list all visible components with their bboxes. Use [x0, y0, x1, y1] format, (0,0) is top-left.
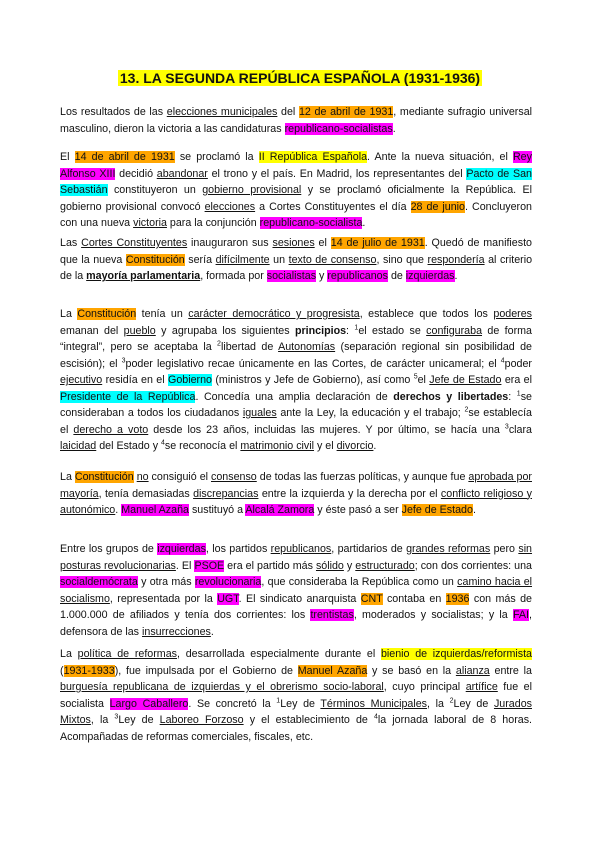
- superscript-number: 3: [504, 422, 509, 430]
- underlined-text: ejecutivo: [60, 374, 103, 386]
- text-run: , mediante sufragio universal masculino, dieron la victoria a las candidaturas: [60, 106, 533, 135]
- underlined-text: republicanos: [270, 543, 332, 555]
- text-run: emanan del: [60, 324, 124, 337]
- text-run: tenía un: [136, 308, 189, 320]
- highlight-magenta: republicanos: [327, 270, 388, 282]
- text-run: ), fue impulsada por el Gobierno de: [114, 664, 298, 677]
- text-run: y el establecimiento de: [243, 714, 374, 726]
- highlight-orange: 14 de julio de 1931: [330, 237, 425, 249]
- text-run: Ley de: [118, 714, 160, 726]
- text-run: Los resultados de las: [60, 106, 167, 118]
- superscript-number: 5: [413, 373, 418, 381]
- text-run: el: [417, 374, 430, 386]
- paragraph-elecciones-municipales: [60, 104, 532, 137]
- highlight-orange: Constitución: [125, 253, 185, 266]
- text-run: (separación regional sin posibilidad de escisión); el: [60, 341, 532, 370]
- text-run: el trono y el país. En Madrid, los representantes del: [207, 167, 467, 180]
- underlined-text: gobierno provisional: [202, 184, 302, 196]
- underlined-text: insurrecciones: [142, 625, 211, 638]
- underlined-text: grandes reformas: [406, 543, 491, 555]
- paragraph-constitucion-1931: [60, 306, 532, 455]
- highlight-magenta: PSOE: [194, 559, 225, 572]
- text-run: se reconocía el: [164, 440, 241, 452]
- superscript-number: 3: [121, 356, 126, 364]
- underlined-text: derecho a voto: [73, 423, 149, 436]
- text-run: , establece que todos los: [359, 308, 494, 320]
- text-run: (ministros y Jefe de Gobierno), así como: [211, 374, 414, 386]
- text-run: y otra más: [137, 576, 195, 588]
- text-run: al criterio de la: [60, 253, 533, 282]
- superscript-number: 2: [464, 406, 469, 414]
- underlined-text: victoria: [133, 217, 167, 229]
- text-run: era el partido más: [224, 559, 316, 572]
- highlight-magenta: Largo Caballero: [109, 697, 189, 710]
- text-run: ante la Ley, la educación y el trabajo;: [276, 407, 465, 419]
- text-run: .: [210, 625, 214, 638]
- underlined-text: laicidad: [60, 440, 97, 452]
- highlight-orange: Constitución: [74, 471, 134, 483]
- underlined-text: Términos Municipales: [320, 697, 428, 710]
- text-run: residía en el: [102, 374, 169, 386]
- text-run: desde los 23 años, incluidas las mujeres. Y por último, se hacía una: [148, 423, 505, 436]
- text-run: :: [508, 390, 517, 403]
- text-run: . Quedó de manifiesto que la nueva: [60, 237, 532, 266]
- text-run: y: [343, 559, 356, 572]
- highlight-magenta: trentistas: [310, 609, 354, 621]
- paragraph-proclamacion-republica: [60, 149, 532, 232]
- underlined-text: respondería: [427, 253, 485, 266]
- highlight-cyan: Presidente de la República: [60, 390, 196, 403]
- underlined-text: elecciones municipales: [166, 106, 278, 118]
- underlined-text: conflicto religioso y autonómico: [60, 487, 533, 516]
- text-run: de forma “integral”, pero se aceptaba la: [60, 324, 532, 353]
- underlined-text: poderes: [493, 308, 532, 320]
- paragraph-politica-reformas: [60, 646, 532, 745]
- highlight-magenta: revolucionaria: [194, 576, 262, 588]
- text-run: a Cortes Constituyentes el día: [255, 200, 411, 213]
- highlight-magenta: Rey Alfonso XIII: [60, 151, 532, 180]
- underlined-text: sesiones: [272, 237, 315, 249]
- text-run: . El: [175, 559, 195, 572]
- text-run: , la: [427, 697, 450, 710]
- text-run: del Estado y: [96, 440, 162, 452]
- text-run: .: [362, 217, 366, 229]
- highlight-orange: 28 de junio: [410, 200, 465, 213]
- underlined-text: difícilmente: [215, 253, 270, 266]
- highlight-orange: CNT: [360, 592, 383, 605]
- highlight-orange: 1931-1933: [63, 664, 115, 677]
- underlined-text: Autonomías: [278, 341, 336, 353]
- text-run: . Concedía una amplia declaración de: [195, 390, 394, 403]
- underlined-text: elecciones: [204, 200, 256, 213]
- superscript-number: 2: [449, 696, 454, 704]
- highlight-orange: 1936: [445, 592, 470, 605]
- underlined-text: divorcio: [336, 440, 374, 452]
- text-run: libertad de: [220, 341, 279, 353]
- text-run: era el: [501, 374, 532, 386]
- superscript-number: 4: [373, 713, 378, 721]
- highlight-yellow: II República Española: [258, 151, 368, 163]
- highlight-orange: Manuel Azaña: [297, 664, 368, 677]
- highlight-orange: 14 de abril de 1931: [74, 151, 175, 163]
- text-run: y éste pasó a ser: [314, 504, 402, 516]
- underlined-text: discrepancias: [193, 487, 259, 500]
- bold-text: derechos y libertades: [393, 390, 509, 403]
- underlined-text: configuraba: [426, 324, 483, 337]
- text-run: La: [60, 308, 78, 320]
- text-run: fue el socialista: [60, 681, 532, 710]
- text-run: el: [314, 237, 331, 249]
- text-run: , partidarios de: [331, 543, 407, 555]
- highlight-magenta: socialdemócrata: [60, 576, 138, 588]
- underlined-text: burguesía republicana de izquierdas y el obrerismo socio-laboral: [60, 681, 384, 693]
- text-run: sería: [184, 253, 216, 266]
- text-run: , sino que: [376, 253, 428, 266]
- text-run: El: [60, 151, 75, 163]
- text-run: con más de 1.000.000 de afiliados y tenía dos corrientes: los: [60, 592, 532, 621]
- text-run: la jornada laboral de 8 horas. Acompañadas de reformas comerciales, fiscales, etc.: [60, 714, 533, 743]
- highlight-orange: Jefe de Estado: [401, 504, 473, 516]
- text-run: , moderados y socialistas; y la: [353, 609, 513, 621]
- text-run: .: [373, 440, 377, 452]
- text-run: , desarrollada especialmente durante el: [177, 648, 381, 660]
- superscript-number: 2: [217, 340, 221, 348]
- text-run: Ley de: [280, 697, 321, 710]
- text-run: La: [60, 648, 78, 660]
- superscript-number: 1: [516, 389, 521, 397]
- underlined-text: aprobada por mayoría: [60, 471, 532, 500]
- text-run: , que consideraba la República como un: [261, 576, 458, 588]
- text-run: y: [316, 270, 328, 282]
- text-run: .: [392, 122, 396, 135]
- text-run: Ley de: [453, 697, 494, 710]
- text-run: .: [472, 504, 476, 516]
- highlight-magenta: izquierdas: [157, 543, 206, 555]
- text-run: , formada por: [200, 270, 267, 282]
- text-run: pero: [490, 543, 519, 555]
- text-run: ; con dos corrientes: una: [414, 559, 532, 572]
- text-run: decidió: [115, 167, 157, 180]
- text-run: de todas las fuerzas políticas, y aunque fue: [256, 471, 469, 483]
- underlined-text: pueblo: [123, 324, 156, 337]
- text-run: del: [277, 106, 299, 118]
- highlight-magenta: UGT: [217, 592, 239, 605]
- underlined-text: no: [136, 471, 149, 483]
- text-run: contaba en: [382, 592, 446, 605]
- highlight-magenta: republicano-socialista: [259, 217, 363, 229]
- text-run: , defensora de las: [60, 609, 532, 638]
- paragraph-grupos-izquierdas: [60, 541, 532, 640]
- text-run: consiguió el: [148, 471, 211, 483]
- text-run: poder legislativo recae únicamente en las Cortes, de carácter unicameral; el: [125, 357, 501, 370]
- underlined-text: texto de consenso: [288, 253, 377, 266]
- text-run: inauguraron sus: [187, 237, 273, 249]
- text-run: , tenía demasiadas: [98, 487, 194, 500]
- bold-underlined-text: mayoría parlamentaria: [86, 270, 201, 282]
- paragraph-consenso-constitucion: [60, 469, 532, 519]
- highlight-magenta: socialistas: [266, 270, 317, 282]
- text-run: , la: [90, 714, 115, 726]
- text-run: . Ante la nueva situación, el: [367, 151, 513, 163]
- highlight-cyan: Pacto de San Sebastián: [60, 167, 532, 196]
- underlined-text: consenso: [211, 471, 257, 483]
- superscript-number: 1: [354, 323, 359, 331]
- highlight-cyan: Gobierno: [168, 374, 212, 386]
- superscript-number: 4: [161, 439, 165, 447]
- text-run: clara: [508, 423, 532, 436]
- highlight-magenta: Alcalá Zamora: [245, 504, 315, 516]
- text-run: (: [60, 664, 64, 677]
- underlined-text: artífice: [465, 681, 498, 693]
- underlined-text: iguales: [242, 407, 277, 419]
- page-title-text: 13. LA SEGUNDA REPÚBLICA ESPAÑOLA (1931-1936): [119, 70, 481, 86]
- highlight-yellow: bienio de izquierdas/reformista: [380, 648, 533, 660]
- text-run: para la conjunción: [166, 217, 260, 229]
- superscript-number: 3: [114, 713, 119, 721]
- text-run: . Concluyeron con una nueva: [60, 200, 533, 229]
- underlined-text: sin posturas revolucionarias: [60, 543, 533, 572]
- underlined-text: estructurado: [355, 559, 415, 572]
- text-run: , representada por la: [109, 592, 218, 605]
- underlined-text: alianza: [455, 664, 490, 677]
- text-run: se establecía el: [60, 407, 532, 436]
- text-run: La: [60, 471, 75, 483]
- highlight-orange: 12 de abril de 1931: [298, 106, 394, 118]
- text-run: , cuyo principal: [383, 681, 466, 693]
- text-run: :: [346, 324, 355, 337]
- underlined-text: política de reformas: [77, 648, 178, 660]
- text-run: de: [387, 270, 406, 282]
- paragraph-cortes-constituyentes: [60, 235, 532, 285]
- highlight-magenta: Manuel Azaña: [121, 504, 189, 516]
- superscript-number: 4: [500, 356, 505, 364]
- page-title: [0, 70, 600, 86]
- highlight-magenta: izquierdas: [405, 270, 455, 282]
- text-run: constituyeron un: [107, 184, 203, 196]
- text-run: se proclamó la: [174, 151, 259, 163]
- text-run: el estado se: [358, 324, 427, 337]
- highlight-magenta: republicano-socialistas: [284, 122, 393, 135]
- text-run: . El sindicato anarquista: [238, 592, 361, 605]
- underlined-text: sólido: [315, 559, 344, 572]
- text-run: .: [115, 504, 122, 516]
- text-run: y el: [314, 440, 337, 452]
- underlined-text: Jefe de Estado: [429, 374, 502, 386]
- text-run: , los partidos: [205, 543, 271, 555]
- text-run: entre la izquierda y la derecha por el: [258, 487, 441, 500]
- text-run: Las: [60, 237, 82, 249]
- text-run: Entre los grupos de: [60, 543, 158, 555]
- underlined-text: camino hacia el socialismo: [60, 576, 533, 605]
- text-run: y se basó en la: [367, 664, 456, 677]
- underlined-text: carácter democrático y progresista: [188, 308, 360, 320]
- text-run: entre la: [489, 664, 532, 677]
- highlight-orange: Constitución: [77, 308, 137, 320]
- superscript-number: 1: [276, 696, 281, 704]
- text-run: un: [269, 253, 289, 266]
- text-run: . Se concretó la: [188, 697, 277, 710]
- text-run: y se proclamó oficialmente la República. El gobierno provisional convocó: [60, 184, 533, 213]
- text-run: se consideraban a todos los ciudadanos: [60, 390, 532, 419]
- underlined-text: matrimonio civil: [240, 440, 315, 452]
- underlined-text: Jurados Mixtos: [60, 697, 532, 726]
- underlined-text: Cortes Constituyentes: [81, 237, 188, 249]
- bold-text: principios: [294, 324, 347, 337]
- text-run: y agrupaba los siguientes: [155, 324, 295, 337]
- text-run: .: [454, 270, 458, 282]
- underlined-text: abandonar: [156, 167, 208, 180]
- text-run: sustituyó a: [188, 504, 246, 516]
- text-run: poder: [504, 357, 532, 370]
- highlight-magenta: FAI: [512, 609, 530, 621]
- underlined-text: Laboreo Forzoso: [159, 714, 244, 726]
